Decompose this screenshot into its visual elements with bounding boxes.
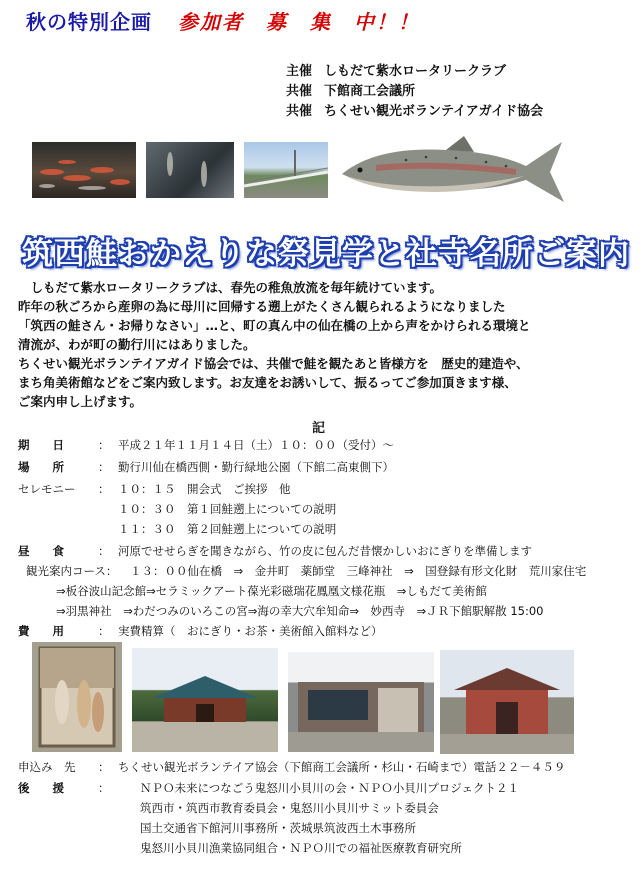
salmon-illustration bbox=[336, 128, 566, 210]
intro-line: 「筑西の鮭さん・お帰りなさい」…と、町の真ん中の仙在橋の上から声をかけられる環境と bbox=[18, 318, 531, 333]
intro-line: 清流が、わが町の勤行川にはありました。 bbox=[18, 337, 256, 352]
organizer-name: ちくせい観光ボランテイアガイド協会 bbox=[324, 104, 544, 119]
organizer-line bbox=[286, 60, 506, 79]
colon: ： bbox=[98, 624, 110, 638]
organizer-role: 共催 bbox=[286, 84, 313, 99]
colon: ： bbox=[98, 760, 110, 774]
support-line: ＮＰＯ未来につなごう鬼怒川小貝川の会・ＮＰＯ小貝川プロジェクト２１ bbox=[140, 781, 520, 795]
colon: ： bbox=[98, 460, 110, 474]
temple-gate-photo bbox=[440, 650, 574, 754]
ceremony-item: １１：３０ 第２回鮭遡上についての説明 bbox=[118, 522, 337, 536]
organizer-line bbox=[286, 100, 543, 119]
course-line: １３：００仙在橋 ⇒ 金井町 薬師堂 三峰神社 ⇒ 国登録有形文化財 荒川家住宅 bbox=[130, 564, 587, 578]
course-line: ⇒板谷波山記念館⇒セラミックアート葆光彩磁瑞花鳳凰文様花瓶 ⇒しもだて美術館 bbox=[56, 584, 487, 598]
intro-line: 昨年の秋ごろから産卵の為に母川に回帰する遡上がたくさん観られるようになりました bbox=[18, 299, 506, 314]
intro-line: しもだて紫水ロータリークラブは、春先の稚魚放流を毎年続けています。 bbox=[18, 280, 443, 295]
course-label: 観光案内コース： bbox=[26, 564, 118, 578]
course-line: ⇒羽黒神社 ⇒わだつみのいろこの宮⇒海の幸大穴牟知命⇒ 妙西寺 ⇒ＪＲ下館駅解散 15:00 bbox=[56, 604, 544, 618]
lunch-label: 昼 食 bbox=[18, 544, 64, 558]
colon: ： bbox=[98, 438, 110, 452]
cost-value: 実費精算（ おにぎり・お茶・美術館入館料など） bbox=[118, 624, 383, 638]
recruit-heading: 参加者 募 集 中！！ bbox=[178, 10, 420, 34]
organizer-role: 共催 bbox=[286, 104, 313, 119]
colon: ： bbox=[98, 544, 110, 558]
shrine-photo bbox=[132, 648, 278, 752]
ceremony-item: １０：３０ 第１回鮭遡上についての説明 bbox=[118, 502, 337, 516]
ceremony-item: １０：１５ 開会式 ご挨拶 他 bbox=[118, 482, 291, 496]
apply-value: ちくせい観光ボランテイア協会（下館商工会議所・杉山・石崎まで）電話２２－４５９ bbox=[118, 760, 566, 774]
painting-photo bbox=[32, 642, 122, 752]
intro-line: ちくせい観光ボランテイアガイド協会では、共催で鮭を観たあと皆様方を 歴史的建造や、 bbox=[18, 356, 529, 371]
river-fish-photo bbox=[146, 142, 234, 198]
place-value: 勤行川仙在橋西側・勤行緑地公園（下館二高東側下） bbox=[118, 460, 394, 474]
support-line: 筑西市・筑西市教育委員会・鬼怒川小貝川サミット委員会 bbox=[140, 801, 439, 815]
lunch-value: 河原でせせらぎを聞きながら、竹の皮に包んだ昔懐かしいおにぎりを準備します bbox=[118, 544, 532, 558]
support-line: 鬼怒川小貝川漁業協同組合・ＮＰＯ川での福祉医療教育研究所 bbox=[140, 841, 462, 855]
organizer-line bbox=[286, 80, 415, 99]
date-value: 平成２１年１１月１４日（土）１０：００（受付）～ bbox=[118, 438, 394, 452]
museum-photo bbox=[288, 652, 434, 752]
page-title: 筑西鮭おかえりな祭見学と社寺名所ご案内 bbox=[22, 236, 630, 272]
place-label: 場 所 bbox=[18, 460, 64, 474]
colon: ： bbox=[98, 781, 110, 795]
support-line: 国土交通省下館河川事務所・茨城県筑波西土木事務所 bbox=[140, 821, 416, 835]
salmon-school-photo bbox=[32, 142, 136, 198]
support-label: 後 援 bbox=[18, 781, 64, 795]
organizer-role: 主催 bbox=[286, 64, 313, 79]
organizer-name: 下館商工会議所 bbox=[324, 84, 416, 99]
intro-line: まち角美術館などをご案内致します。お友達をお誘いして、振るってご参加頂きます様、 bbox=[18, 375, 517, 390]
cost-label: 費 用 bbox=[18, 624, 64, 638]
bridge-photo bbox=[244, 142, 328, 198]
apply-label: 申込み 先 bbox=[18, 760, 76, 774]
event-label: 秋の特別企画 bbox=[26, 10, 152, 34]
organizer-name: しもだて紫水ロータリークラブ bbox=[324, 64, 507, 79]
intro-line: ご案内申し上げます。 bbox=[18, 394, 143, 409]
ceremony-label: セレモニー bbox=[18, 482, 76, 496]
notice-mark: 記 bbox=[312, 421, 326, 436]
colon: ： bbox=[98, 482, 110, 496]
date-label: 期 日 bbox=[18, 438, 64, 452]
